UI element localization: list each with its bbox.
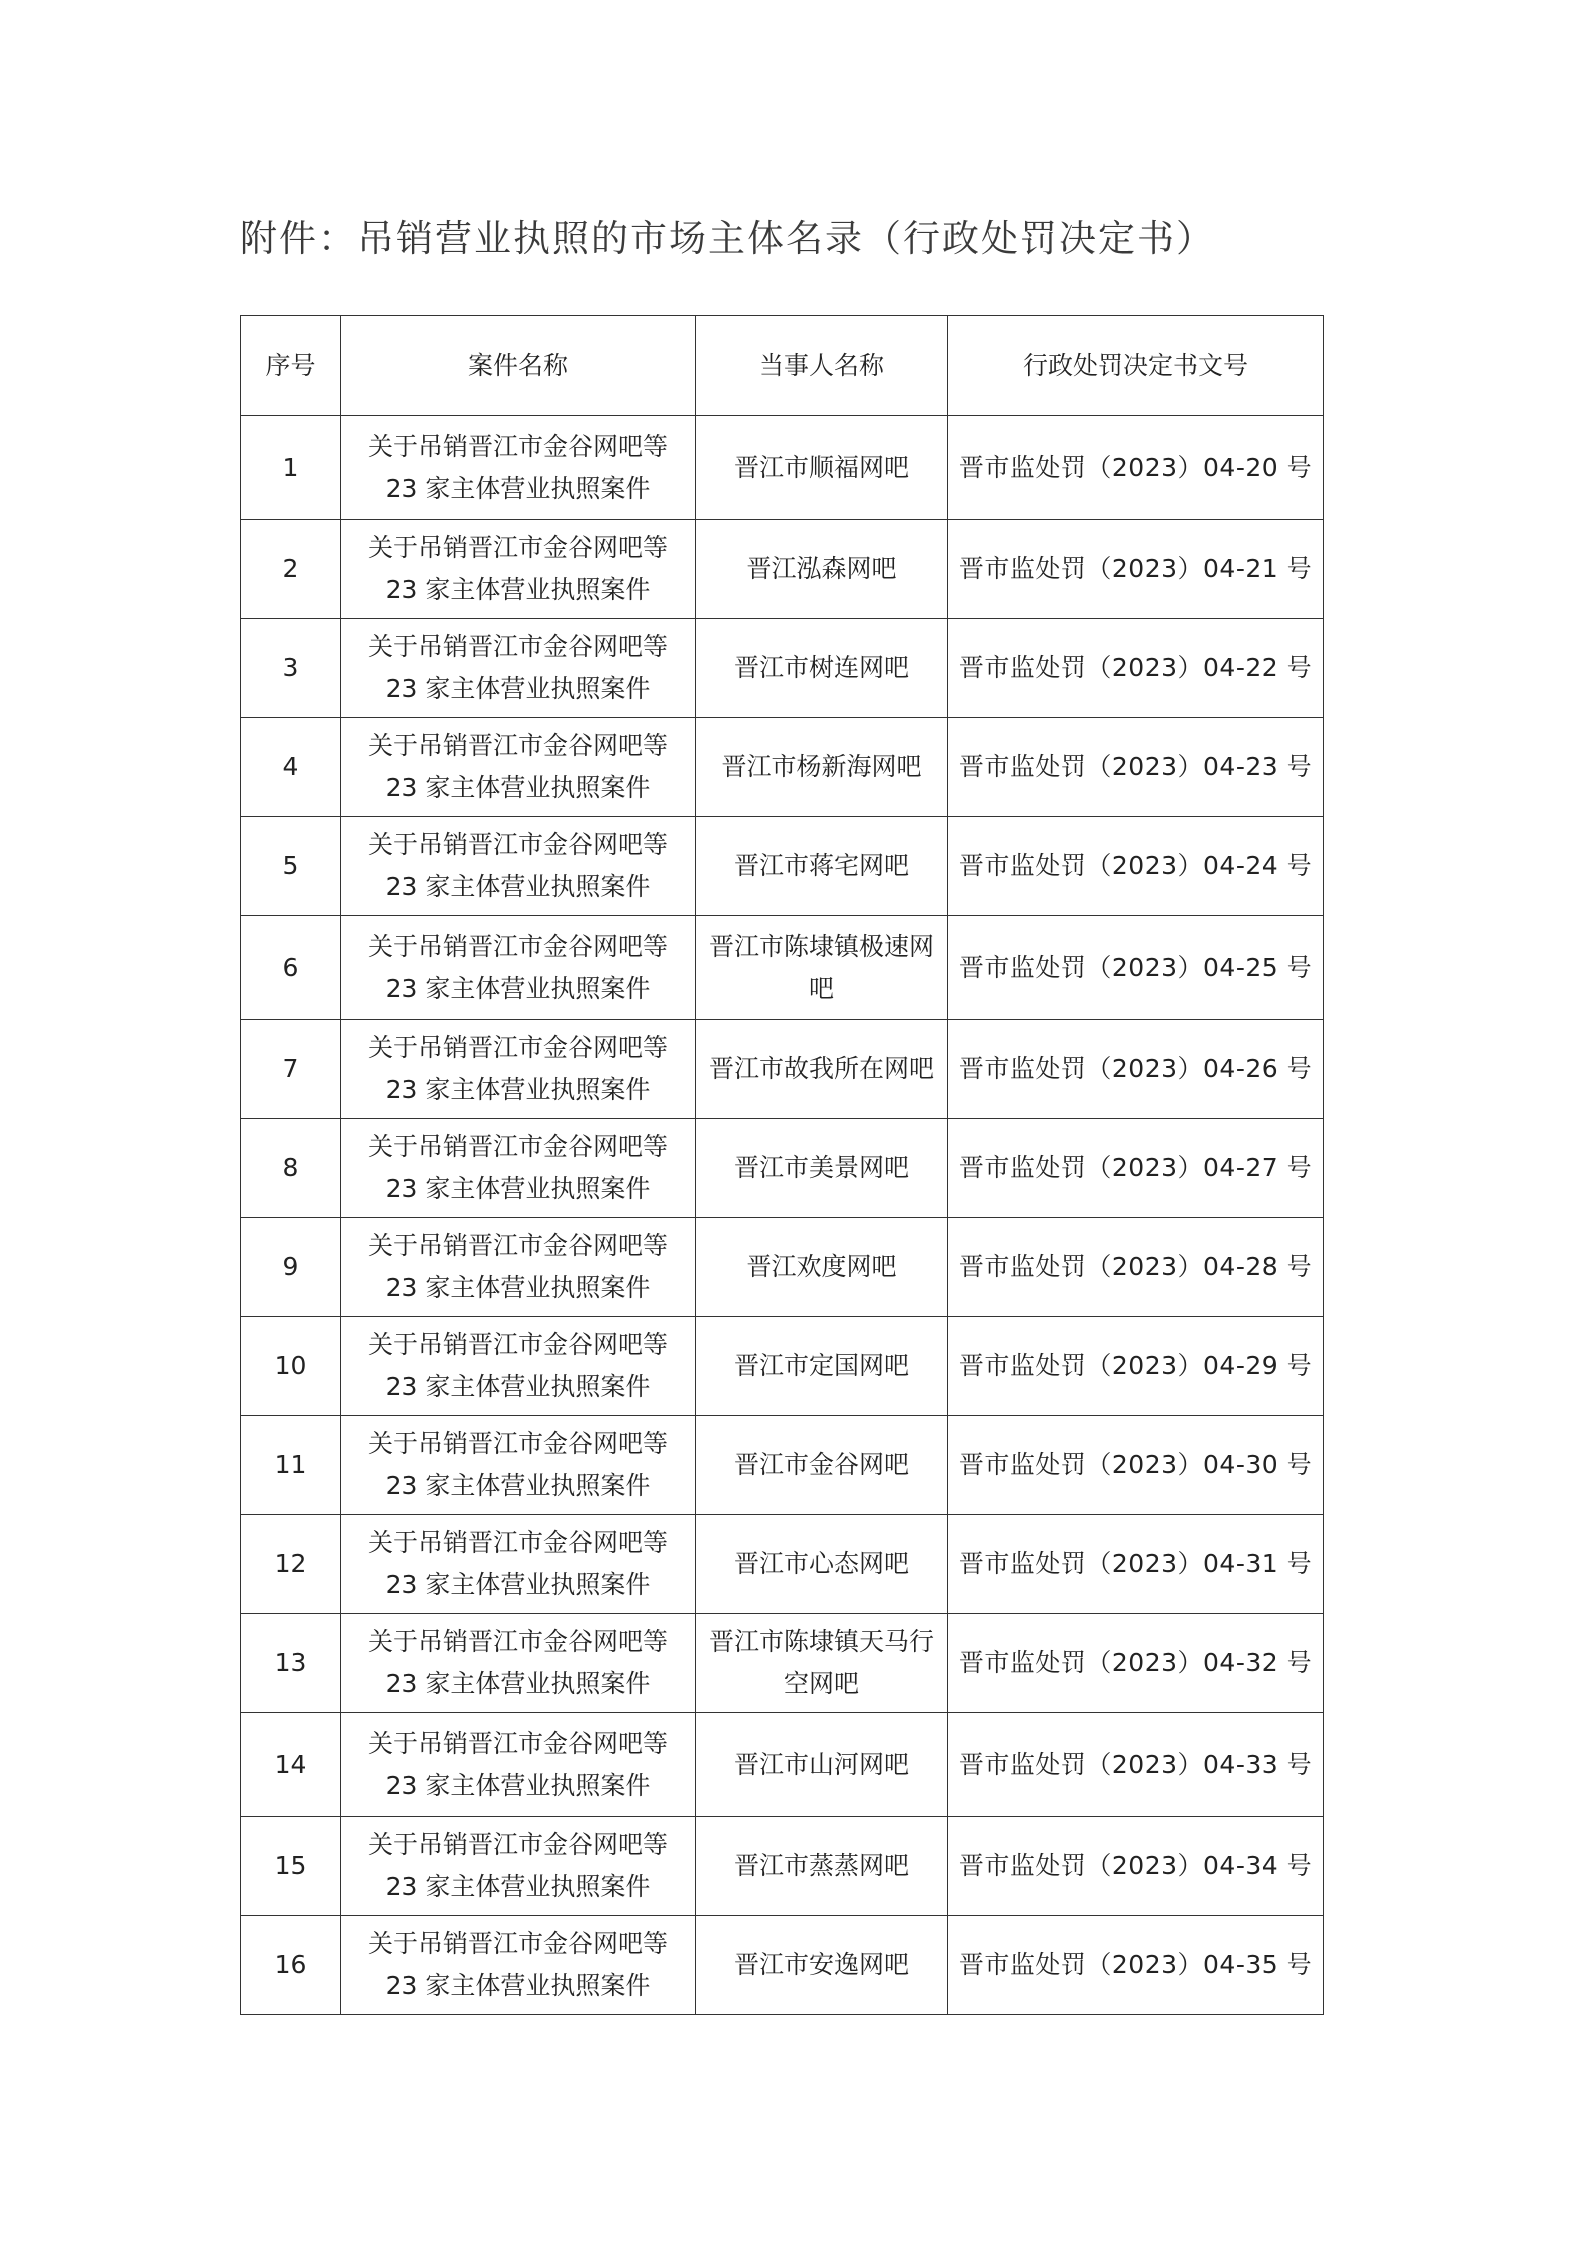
table-row: [241, 1713, 1324, 1817]
cell-case-name: [341, 1817, 696, 1916]
cell-case-name: [341, 1317, 696, 1416]
cell-seq: 11: [241, 1416, 341, 1515]
case-name-line-1: 关于吊销晋江市金谷网吧等: [367, 931, 668, 961]
cell-case-name: [341, 1713, 696, 1817]
cell-case-name: [341, 718, 696, 817]
table-row: [241, 1416, 1324, 1515]
cell-doc-number: 晋市监处罚（2023）04-21 号: [948, 520, 1324, 619]
table-row: [241, 520, 1324, 619]
table-row: [241, 1317, 1324, 1416]
cell-case-name: [341, 1119, 696, 1218]
case-name-line-1: 关于吊销晋江市金谷网吧等: [367, 632, 668, 661]
case-name-line-2: 23 家主体营业执照案件: [385, 1075, 651, 1104]
case-name-line-1: 关于吊销晋江市金谷网吧等: [367, 1929, 668, 1958]
cell-party-name: 晋江市陈埭镇极速网吧: [696, 916, 948, 1020]
cell-seq: 3: [241, 619, 341, 718]
cell-doc-number: 晋市监处罚（2023）04-34 号: [948, 1817, 1324, 1916]
cell-party-name: 晋江市安逸网吧: [696, 1916, 948, 2015]
cell-party-name: 晋江市杨新海网吧: [696, 718, 948, 817]
table-row: [241, 1119, 1324, 1218]
cell-seq: 7: [241, 1020, 341, 1119]
cell-doc-number: 晋市监处罚（2023）04-22 号: [948, 619, 1324, 718]
table-body: [241, 416, 1324, 2015]
page-title: 附件：吊销营业执照的市场主体名录（行政处罚决定书）: [240, 217, 1215, 260]
cell-doc-number: 晋市监处罚（2023）04-32 号: [948, 1614, 1324, 1713]
cell-seq: 5: [241, 817, 341, 916]
table-row: [241, 416, 1324, 520]
table-header-row: [241, 316, 1324, 416]
case-name-line-1: 关于吊销晋江市金谷网吧等: [367, 830, 668, 859]
cell-doc-number: 晋市监处罚（2023）04-28 号: [948, 1218, 1324, 1317]
cell-doc-number: 晋市监处罚（2023）04-20 号: [948, 416, 1324, 520]
cell-doc-number: 晋市监处罚（2023）04-33 号: [948, 1713, 1324, 1817]
cell-doc-number: 晋市监处罚（2023）04-23 号: [948, 718, 1324, 817]
cell-party-name: 晋江市故我所在网吧: [696, 1020, 948, 1119]
case-name-line-1: 关于吊销晋江市金谷网吧等: [367, 1429, 668, 1458]
case-name-line-1: 关于吊销晋江市金谷网吧等: [367, 1627, 668, 1656]
cell-party-name: 晋江市山河网吧: [696, 1713, 948, 1817]
cell-seq: 16: [241, 1916, 341, 2015]
cell-seq: 8: [241, 1119, 341, 1218]
cell-seq: 15: [241, 1817, 341, 1916]
cell-party-name: 晋江市树连网吧: [696, 619, 948, 718]
table-row: [241, 817, 1324, 916]
cell-seq: 10: [241, 1317, 341, 1416]
cell-doc-number: 晋市监处罚（2023）04-29 号: [948, 1317, 1324, 1416]
cell-party-name: 晋江市顺福网吧: [696, 416, 948, 520]
case-name-line-2: 23 家主体营业执照案件: [385, 1273, 651, 1302]
cell-doc-number: 晋市监处罚（2023）04-31 号: [948, 1515, 1324, 1614]
cell-doc-number: 晋市监处罚（2023）04-26 号: [948, 1020, 1324, 1119]
cell-case-name: [341, 1515, 696, 1614]
cell-case-name: [341, 817, 696, 916]
header-doc-number: 行政处罚决定书文号: [948, 316, 1324, 416]
cell-doc-number: 晋市监处罚（2023）04-27 号: [948, 1119, 1324, 1218]
cell-doc-number: 晋市监处罚（2023）04-30 号: [948, 1416, 1324, 1515]
table-row: [241, 1614, 1324, 1713]
cell-seq: 2: [241, 520, 341, 619]
cell-seq: 13: [241, 1614, 341, 1713]
cell-case-name: [341, 1614, 696, 1713]
case-name-line-2: 23 家主体营业执照案件: [385, 1174, 651, 1203]
table-row: [241, 619, 1324, 718]
header-party-name: 当事人名称: [696, 316, 948, 416]
case-name-line-1: 关于吊销晋江市金谷网吧等: [367, 1033, 668, 1062]
table-row: [241, 1218, 1324, 1317]
cell-doc-number: 晋市监处罚（2023）04-35 号: [948, 1916, 1324, 2015]
case-name-line-2: 23 家主体营业执照案件: [385, 575, 651, 604]
cell-case-name: [341, 1020, 696, 1119]
cell-party-name: 晋江市蒸蒸网吧: [696, 1817, 948, 1916]
cell-seq: 6: [241, 916, 341, 1020]
case-name-line-1: 关于吊销晋江市金谷网吧等: [367, 1132, 668, 1161]
table-row: [241, 1515, 1324, 1614]
cell-party-name: 晋江市蒋宅网吧: [696, 817, 948, 916]
cell-seq: 1: [241, 416, 341, 520]
cell-case-name: [341, 1218, 696, 1317]
case-name-line-2: 23 家主体营业执照案件: [385, 473, 651, 503]
case-name-line-1: 关于吊销晋江市金谷网吧等: [367, 1528, 668, 1557]
case-name-line-1: 关于吊销晋江市金谷网吧等: [367, 731, 668, 760]
case-name-line-1: 关于吊销晋江市金谷网吧等: [367, 1728, 668, 1758]
case-name-line-2: 23 家主体营业执照案件: [385, 674, 651, 703]
cell-party-name: 晋江市陈埭镇天马行空网吧: [696, 1614, 948, 1713]
case-name-line-2: 23 家主体营业执照案件: [385, 1770, 651, 1800]
table-row: [241, 1916, 1324, 2015]
case-name-line-2: 23 家主体营业执照案件: [385, 773, 651, 802]
cell-case-name: [341, 916, 696, 1020]
cell-doc-number: 晋市监处罚（2023）04-24 号: [948, 817, 1324, 916]
case-name-line-2: 23 家主体营业执照案件: [385, 1669, 651, 1698]
cell-seq: 12: [241, 1515, 341, 1614]
table-row: [241, 1817, 1324, 1916]
case-name-line-1: 关于吊销晋江市金谷网吧等: [367, 1330, 668, 1359]
cell-party-name: 晋江市美景网吧: [696, 1119, 948, 1218]
cell-case-name: [341, 520, 696, 619]
cell-party-name: 晋江泓森网吧: [696, 520, 948, 619]
penalty-list-table: [240, 315, 1324, 2015]
case-name-line-1: 关于吊销晋江市金谷网吧等: [367, 1231, 668, 1260]
cell-case-name: [341, 416, 696, 520]
cell-party-name: 晋江市定国网吧: [696, 1317, 948, 1416]
case-name-line-2: 23 家主体营业执照案件: [385, 872, 651, 901]
case-name-line-2: 23 家主体营业执照案件: [385, 1372, 651, 1401]
cell-doc-number: 晋市监处罚（2023）04-25 号: [948, 916, 1324, 1020]
cell-case-name: [341, 1916, 696, 2015]
table-row: [241, 718, 1324, 817]
case-name-line-1: 关于吊销晋江市金谷网吧等: [367, 1830, 668, 1859]
cell-case-name: [341, 619, 696, 718]
case-name-line-2: 23 家主体营业执照案件: [385, 1872, 651, 1901]
table-row: [241, 916, 1324, 1020]
header-seq: 序号: [241, 316, 341, 416]
cell-case-name: [341, 1416, 696, 1515]
case-name-line-2: 23 家主体营业执照案件: [385, 1570, 651, 1599]
table-row: [241, 1020, 1324, 1119]
case-name-line-1: 关于吊销晋江市金谷网吧等: [367, 533, 668, 562]
case-name-line-1: 关于吊销晋江市金谷网吧等: [367, 431, 668, 461]
case-name-line-2: 23 家主体营业执照案件: [385, 973, 651, 1003]
cell-seq: 9: [241, 1218, 341, 1317]
cell-seq: 4: [241, 718, 341, 817]
cell-party-name: 晋江市心态网吧: [696, 1515, 948, 1614]
case-name-line-2: 23 家主体营业执照案件: [385, 1971, 651, 2000]
case-name-line-2: 23 家主体营业执照案件: [385, 1471, 651, 1500]
cell-party-name: 晋江市金谷网吧: [696, 1416, 948, 1515]
header-case-name: 案件名称: [341, 316, 696, 416]
cell-party-name: 晋江欢度网吧: [696, 1218, 948, 1317]
cell-seq: 14: [241, 1713, 341, 1817]
